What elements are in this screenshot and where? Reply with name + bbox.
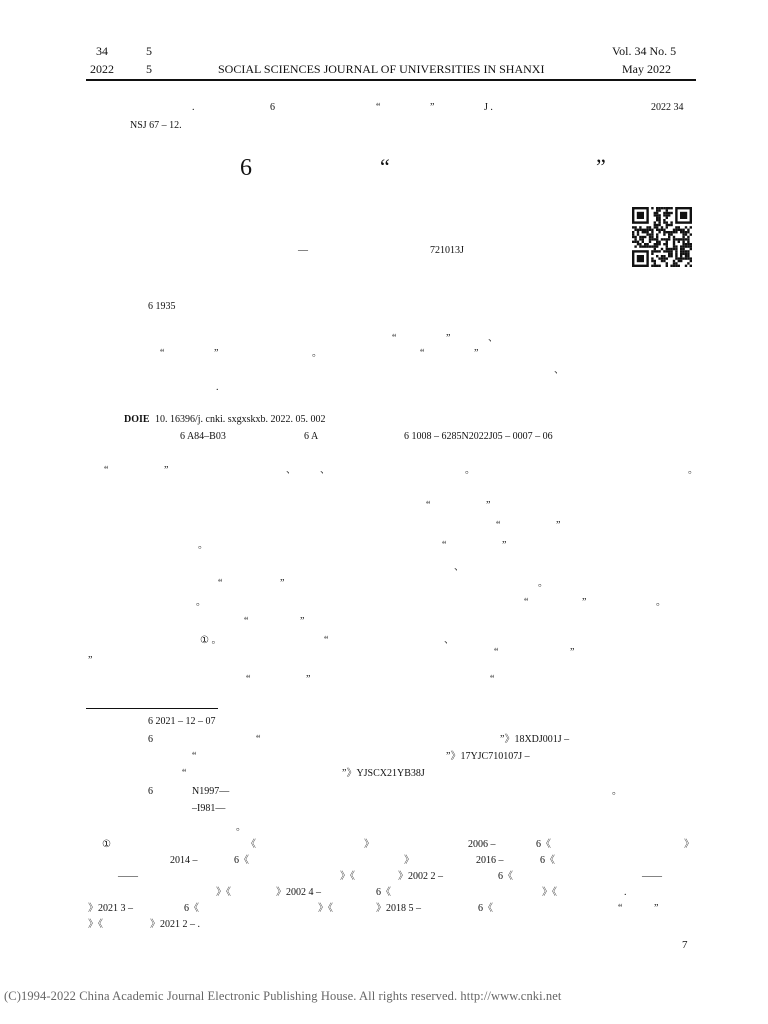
abstract-line: 6 1935 [148, 301, 176, 312]
issue-volume: 34 [96, 44, 108, 58]
body-fragment: ” [164, 465, 169, 476]
footnote-fragment: ” [654, 903, 659, 914]
header-rule [86, 79, 696, 81]
footnote-fragment: “ [618, 903, 623, 914]
citation-fragment: J . [484, 102, 493, 113]
footnote-fragment: 6《 [536, 839, 551, 850]
footnote-fragment: 》《 [542, 887, 557, 898]
copyright-notice: (C)1994-2022 China Academic Journal Electronic Publishing House. All rights reserved. http://www.cnki.net [4, 989, 562, 1003]
footnote-fragment: 6《 [478, 903, 493, 914]
body-fragment: ” [306, 674, 311, 685]
footnote-fragment: 2014 – [170, 855, 198, 866]
classification-fragment: 6 A [304, 431, 319, 442]
body-fragment: 。 [656, 597, 666, 608]
abstract-fragment: ” [446, 333, 451, 344]
citation-fragment: “ [376, 102, 381, 113]
footnote-fragment: 》2002 4 – [276, 887, 321, 898]
footnote-fragment: 2016 – [476, 855, 504, 866]
citation-fragment: 6 [270, 102, 275, 113]
affiliation-dash: — [298, 245, 308, 256]
footnote-fragment: 6《 [540, 855, 555, 866]
footnote-fragment: 6 [148, 786, 153, 797]
issue-year: 2022 [90, 62, 114, 76]
issue-month: 5 [146, 62, 152, 76]
body-fragment: 、 [320, 465, 330, 476]
abstract-fragment: “ [392, 333, 397, 344]
footnote-fragment: 《 [246, 839, 256, 850]
footnote-fragment: 。 [612, 786, 622, 797]
footnote-fragment: 》2021 2 – . [150, 919, 200, 930]
abstract-fragment: ” [474, 348, 479, 359]
footnote-fragment: ”》18XDJ001J – [500, 734, 570, 745]
body-fragment: ” [88, 655, 93, 666]
body-fragment: ” [582, 597, 587, 608]
body-fragment: “ [426, 500, 431, 511]
body-fragment: “ [490, 674, 495, 685]
body-fragment: ” [280, 578, 285, 589]
footnote-fragment: 》2002 2 – [398, 871, 443, 882]
body-fragment: 、 [444, 635, 454, 646]
body-fragment: ” [300, 616, 305, 627]
footnote-fragment: N1997— [192, 786, 230, 797]
footnote-fragment: “ [182, 768, 187, 779]
abstract-fragment: “ [420, 348, 425, 359]
body-fragment: ” [570, 647, 575, 658]
body-fragment: 。 [688, 465, 698, 476]
classification-fragment: 6 A84–B03 [180, 431, 226, 442]
footnote-fragment: 》《 [88, 919, 103, 930]
footnote-fragment: 2006 – [468, 839, 496, 850]
body-fragment: ” [556, 520, 561, 531]
abstract-fragment: 、 [488, 333, 498, 344]
footnote-fragment: 6《 [184, 903, 199, 914]
footnote-fragment: ”》17YJC710107J – [446, 751, 530, 762]
doi-value[interactable]: 10. 16396/j. cnki. sxgxskxb. 2022. 05. 002 [155, 414, 326, 425]
body-fragment: ” [502, 540, 507, 551]
body-fragment: 。 [538, 578, 548, 589]
journal-title: SOCIAL SCIENCES JOURNAL OF UNIVERSITIES IN SHANXI [218, 62, 545, 76]
body-fragment: “ [218, 578, 223, 589]
date-label: May 2022 [622, 62, 671, 76]
issue-number: 5 [146, 44, 152, 58]
abstract-fragment: 。 [312, 348, 322, 359]
body-fragment: “ [496, 520, 501, 531]
footnote-fragment: “ [256, 734, 261, 745]
footnote-fragment: 》2018 5 – [376, 903, 421, 914]
footnote-fragment: –I981— [192, 803, 226, 814]
footnote-fragment: 6《 [498, 871, 513, 882]
body-fragment: “ [244, 616, 249, 627]
footnote-fragment: 6 2021 – 12 – 07 [148, 716, 216, 727]
footnote-fragment: ”》YJSCX21YB38J [342, 768, 425, 779]
qr-code-icon [632, 207, 692, 267]
abstract-fragment: “ [160, 348, 165, 359]
footnote-fragment: 6 [148, 734, 153, 745]
footnote-fragment: 》《 [318, 903, 333, 914]
citation-pages: NSJ 67 – 12. [130, 120, 182, 131]
body-fragment: “ [246, 674, 251, 685]
abstract-fragment: 、 [554, 365, 564, 376]
abstract-fragment: . [216, 382, 219, 393]
body-fragment: 。 [198, 540, 208, 551]
citation-fragment: 2022 34 [651, 102, 684, 113]
body-fragment: 、 [286, 465, 296, 476]
footnote-fragment: 6《 [376, 887, 391, 898]
footnote-fragment: 》 [684, 839, 694, 850]
footnote-fragment: “ [192, 751, 197, 762]
footnote-rule [86, 708, 218, 709]
page-number: 7 [682, 939, 688, 951]
body-fragment: “ [524, 597, 529, 608]
postal-code: 721013J [430, 245, 464, 256]
article-title-number: 6 [240, 155, 252, 181]
footnote-fragment: —— [118, 871, 138, 882]
body-fragment: 。 [196, 597, 206, 608]
volume-label: Vol. 34 No. 5 [612, 44, 677, 58]
abstract-fragment: ” [214, 348, 219, 359]
footnote-fragment: . [624, 887, 627, 898]
body-fragment: “ [442, 540, 447, 551]
footnote-fragment: 》 [364, 839, 374, 850]
citation-fragment: ” [430, 102, 435, 113]
body-fragment: ① 。 [200, 635, 222, 646]
classification-fragment: 6 1008 – 6285N2022J05 – 0007 – 06 [404, 431, 553, 442]
footnote-fragment: 》《 [340, 871, 355, 882]
footnote-fragment: ① [102, 839, 111, 850]
body-fragment: “ [104, 465, 109, 476]
article-title-quote-open: “ [380, 154, 390, 179]
footnote-fragment: 》《 [216, 887, 231, 898]
footnote-fragment: 》 [404, 855, 414, 866]
citation-fragment: . [192, 102, 195, 113]
footnote-fragment: 6《 [234, 855, 249, 866]
footnote-fragment: 》2021 3 – [88, 903, 133, 914]
body-fragment: “ [494, 647, 499, 658]
body-fragment: 、 [454, 562, 464, 573]
footnote-fragment: 。 [236, 822, 246, 833]
footnote-fragment: —— [642, 871, 662, 882]
body-fragment: ” [486, 500, 491, 511]
body-fragment: 。 [465, 465, 475, 476]
article-title-quote-close: ” [596, 154, 606, 179]
doi-label: DOIE [124, 414, 150, 425]
body-fragment: “ [324, 635, 329, 646]
